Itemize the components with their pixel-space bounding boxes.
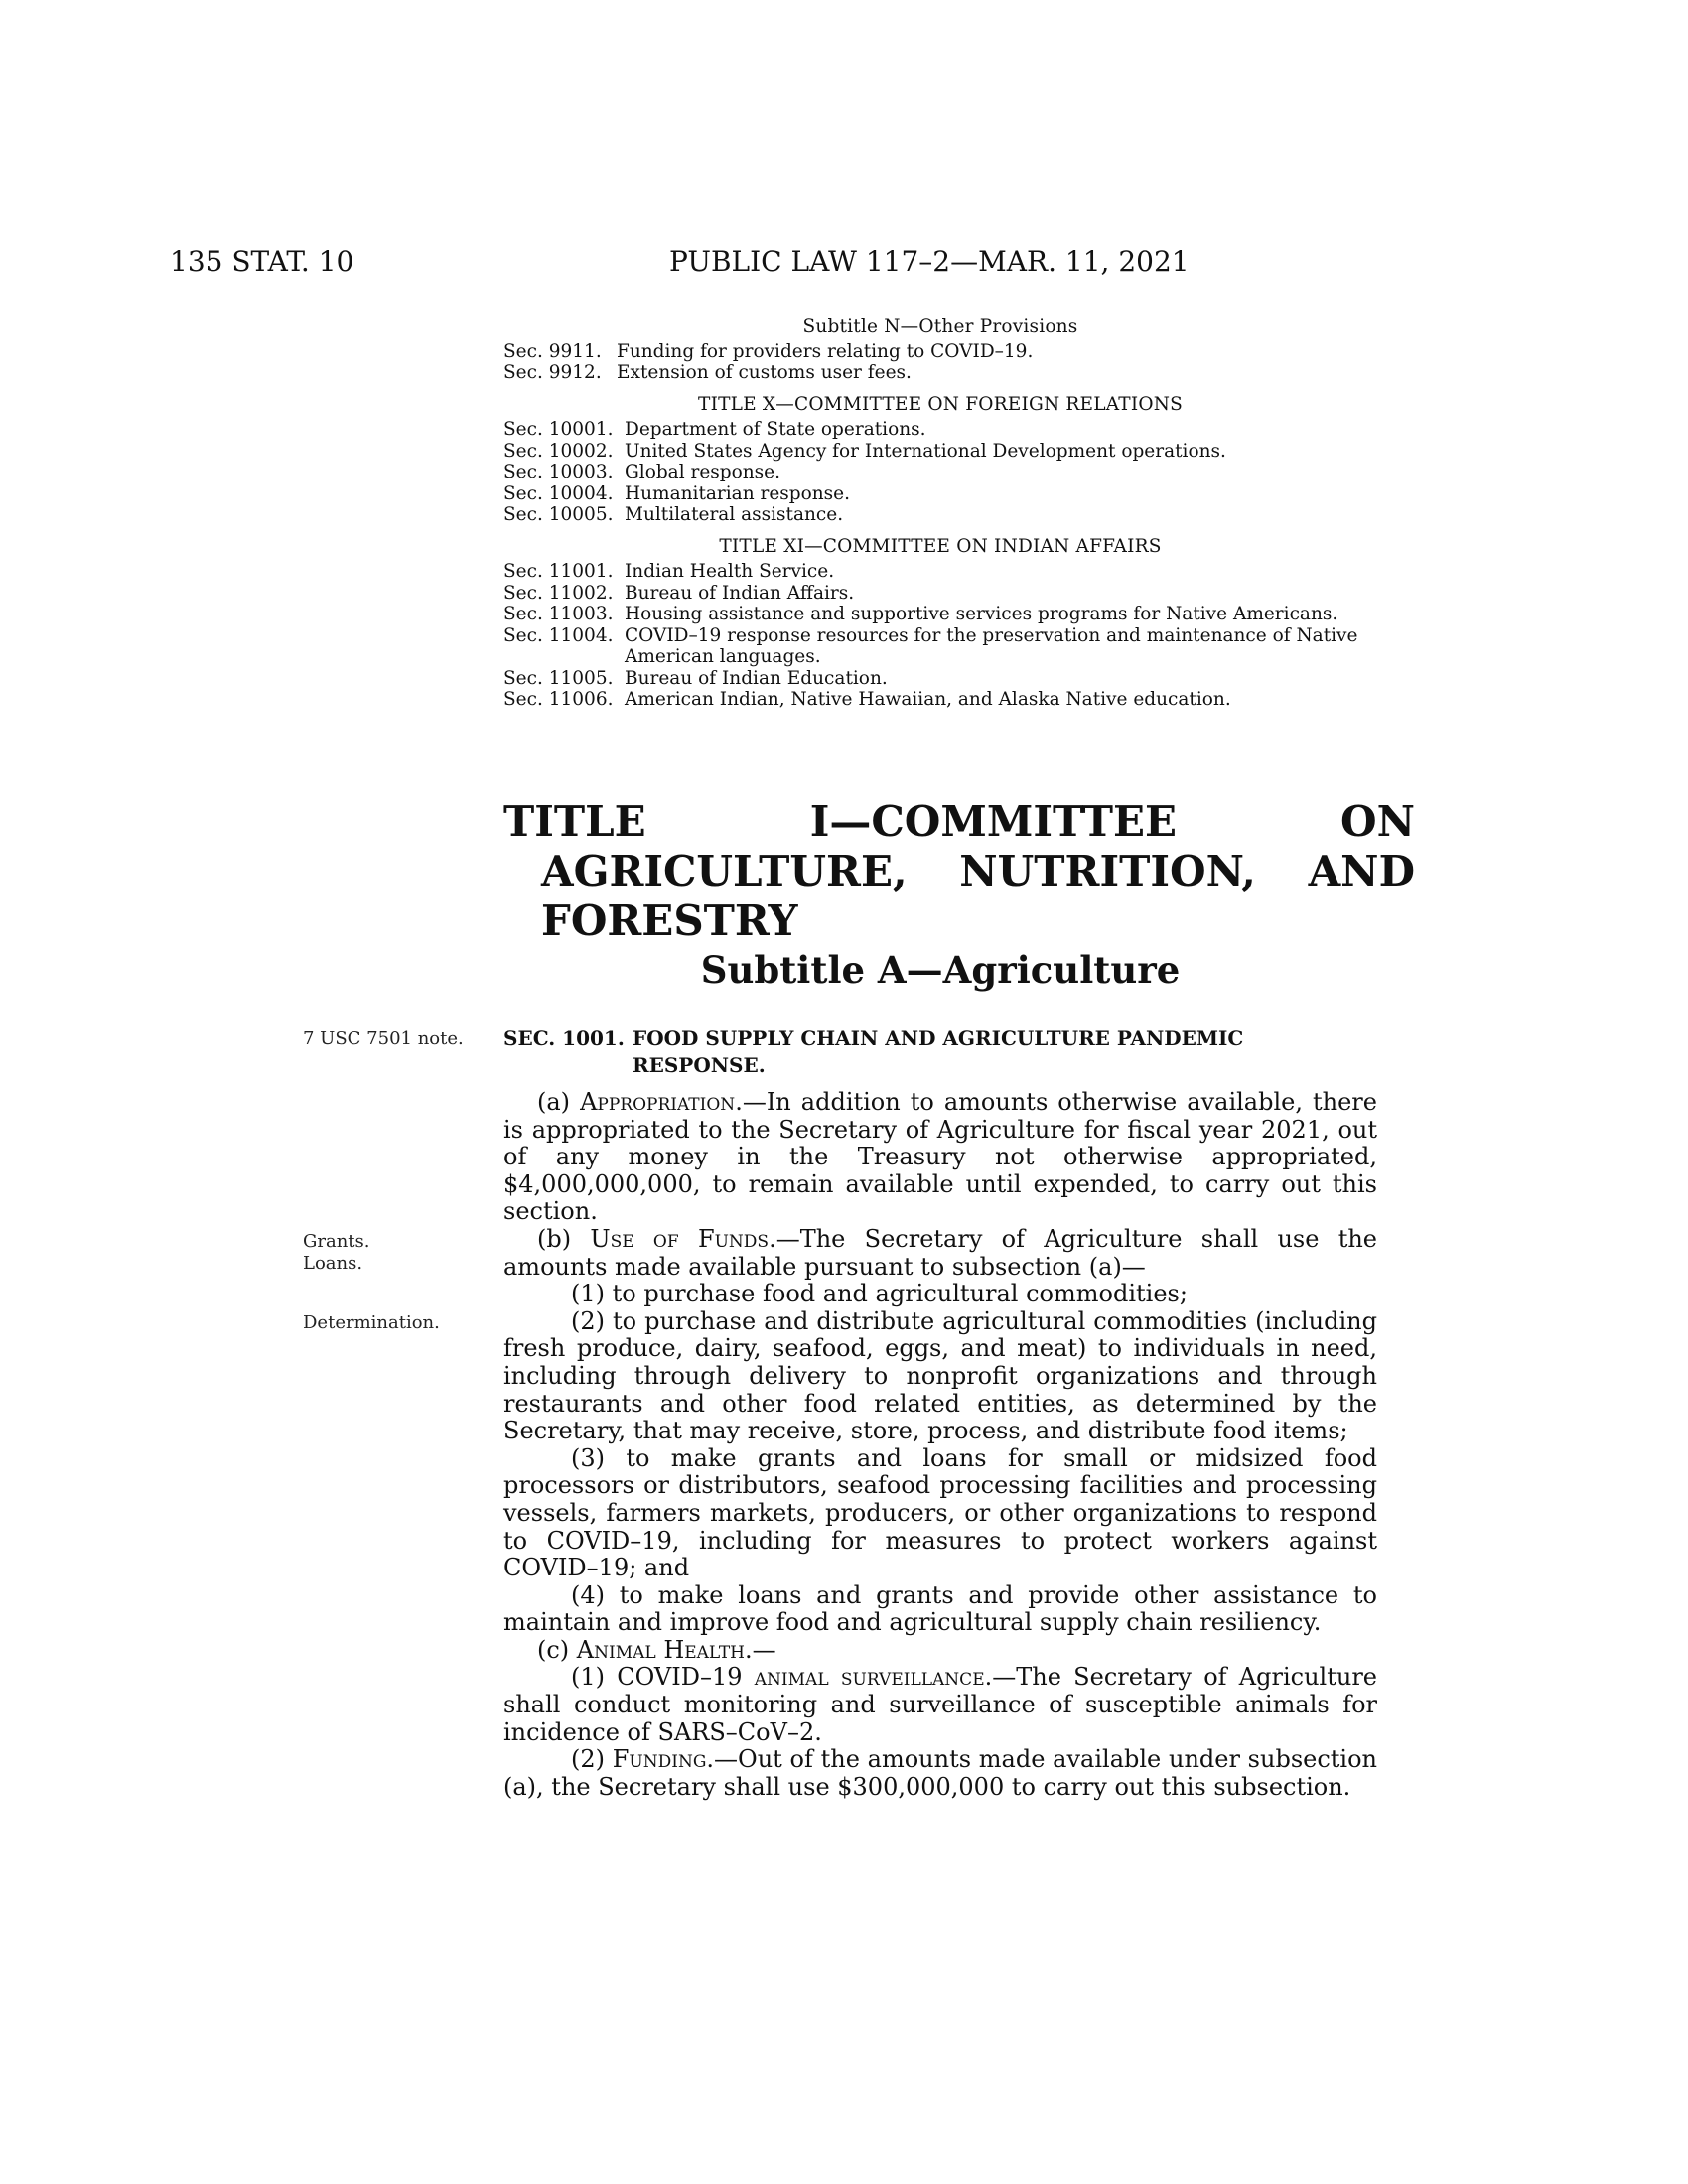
subsection-a-heading: Appropriation bbox=[580, 1088, 736, 1116]
toc-sec: Sec. 11001. bbox=[503, 561, 614, 582]
paragraph-c1-heading: COVID–19 animal surveillance bbox=[617, 1663, 985, 1692]
toc-title: Housing assistance and supportive services programs for Native Americans. bbox=[625, 604, 1338, 624]
section-label: SEC. 1001. bbox=[503, 1026, 625, 1050]
paragraph-c1-lead: (1) bbox=[571, 1663, 618, 1692]
subsection-a-lead: (a) bbox=[537, 1088, 581, 1116]
subsection-c bbox=[503, 1637, 1377, 1665]
paragraph-c2-heading: Funding bbox=[612, 1745, 707, 1774]
law-reference: PUBLIC LAW 117–2—MAR. 11, 2021 bbox=[669, 245, 1190, 278]
subsection-b-lead: (b) bbox=[537, 1224, 591, 1253]
margin-note-usc: 7 USC 7501 note. bbox=[303, 1028, 464, 1049]
toc-sec: Sec. 10002. bbox=[503, 440, 614, 462]
toc-sec: Sec. 10005. bbox=[503, 504, 614, 525]
toc-sec: Sec. 11004. bbox=[503, 624, 614, 646]
toc-item bbox=[503, 419, 1377, 441]
subsection-b-text: .—The Secretary of Agriculture shall use the amounts made available pursuant to subsection (a)— bbox=[503, 1224, 1378, 1281]
toc-sec: Sec. 11002. bbox=[503, 582, 614, 604]
margin-note-loans: Loans. bbox=[303, 1253, 363, 1274]
toc-item bbox=[503, 625, 1377, 668]
toc-title: Global response. bbox=[625, 462, 781, 482]
table-of-contents bbox=[503, 316, 1377, 711]
toc-sec: Sec. 10003. bbox=[503, 462, 614, 482]
toc-title: Indian Health Service. bbox=[625, 561, 835, 582]
toc-item bbox=[503, 604, 1377, 625]
paragraph-b3: (3) to make grants and loans for small or midsized food processors or distributors, seafood processing facilities and processing vessels, farmers markets, producers, or other organizations to respond to COVID–19, including for measures to protect workers against COVID–19; and bbox=[503, 1443, 1377, 1582]
toc-sec: Sec. 9912. bbox=[503, 362, 602, 383]
toc-title: Department of State operations. bbox=[625, 419, 926, 440]
toc-sec: Sec. 11006. bbox=[503, 689, 614, 710]
toc-sec: Sec. 11005. bbox=[503, 667, 614, 689]
toc-heading-title-x: TITLE X—COMMITTEE ON FOREIGN RELATIONS bbox=[698, 393, 1183, 415]
toc-title: Multilateral assistance. bbox=[625, 504, 844, 525]
title-heading: TITLE I—COMMITTEE ON AGRICULTURE, NUTRITION, AND FORESTRY bbox=[503, 797, 1415, 945]
toc-item bbox=[503, 341, 1377, 363]
toc-sec: Sec. 10004. bbox=[503, 482, 614, 504]
paragraph-c2-text: .—Out of the amounts made available under subsection (a), the Secretary shall use $300,000,000 to carry out this subsection. bbox=[503, 1745, 1378, 1801]
toc-title: Extension of customs user fees. bbox=[617, 362, 912, 383]
toc-title: Bureau of Indian Education. bbox=[625, 667, 888, 689]
section-title-line1: FOOD SUPPLY CHAIN AND AGRICULTURE PANDEMIC bbox=[633, 1026, 1244, 1050]
toc-item bbox=[503, 668, 1377, 690]
toc-title: Bureau of Indian Affairs. bbox=[625, 582, 855, 604]
toc-title: United States Agency for International Development operations. bbox=[625, 440, 1226, 462]
subsection-b bbox=[503, 1226, 1377, 1281]
subtitle-heading: Subtitle A—Agriculture bbox=[700, 948, 1181, 992]
toc-heading-title-xi: TITLE XI—COMMITTEE ON INDIAN AFFAIRS bbox=[719, 535, 1162, 557]
toc-item bbox=[503, 441, 1377, 463]
toc-heading-subtitle-n: Subtitle N—Other Provisions bbox=[802, 316, 1078, 337]
toc-sec: Sec. 10001. bbox=[503, 419, 614, 440]
toc-item bbox=[503, 583, 1377, 605]
paragraph-c1 bbox=[503, 1664, 1377, 1746]
stat-reference: 135 STAT. 10 bbox=[170, 245, 354, 278]
paragraph-b2: (2) to purchase and distribute agricultural commodities (including fresh produce, dairy, seafood, eggs, and meat) to individuals in need, including through delivery to nonprofit organizations and through restaurants and other food related entities, as determined by the Secretary, that may receive, store, process, and distribute food items; bbox=[503, 1306, 1377, 1445]
toc-item bbox=[503, 362, 1377, 384]
toc-title: Humanitarian response. bbox=[625, 482, 851, 504]
toc-item bbox=[503, 504, 1377, 526]
toc-title: Funding for providers relating to COVID–19. bbox=[617, 341, 1034, 362]
toc-item bbox=[503, 689, 1377, 711]
subsection-c-lead: (c) bbox=[537, 1635, 577, 1664]
paragraph-c2 bbox=[503, 1746, 1377, 1801]
section-body bbox=[503, 1089, 1377, 1801]
subsection-c-text: .— bbox=[745, 1635, 776, 1664]
paragraph-b1: (1) to purchase food and agricultural commodities; bbox=[571, 1280, 1188, 1308]
paragraph-b4: (4) to make loans and grants and provide other assistance to maintain and improve food and agricultural supply chain resiliency. bbox=[503, 1580, 1377, 1637]
margin-note-grants: Grants. bbox=[303, 1231, 370, 1252]
toc-item bbox=[503, 483, 1377, 505]
section-title-line2: RESPONSE. bbox=[633, 1053, 766, 1077]
subsection-a bbox=[503, 1089, 1377, 1226]
subsection-a-text: .—In addition to amounts otherwise available, there is appropriated to the Secretary of Agriculture for fiscal year 2021, out of any money in the Treasury not otherwise appropriated, $4,000,000,000, to remain available until expended, to carry out this section. bbox=[503, 1088, 1377, 1226]
paragraph-c1-text: .—The Secretary of Agriculture shall conduct monitoring and surveillance of susceptible animals for incidence of SARS–CoV–2. bbox=[503, 1663, 1378, 1746]
subsection-b-heading: Use of Funds bbox=[590, 1224, 770, 1253]
toc-title: American Indian, Native Hawaiian, and Alaska Native education. bbox=[625, 689, 1231, 710]
toc-item bbox=[503, 561, 1377, 583]
paragraph-c2-lead: (2) bbox=[571, 1745, 613, 1774]
toc-title: COVID–19 response resources for the preservation and maintenance of Native American languages. bbox=[625, 624, 1358, 667]
page-header bbox=[0, 245, 1688, 285]
subsection-c-heading: Animal Health bbox=[576, 1635, 746, 1664]
toc-sec: Sec. 11003. bbox=[503, 604, 614, 624]
toc-sec: Sec. 9911. bbox=[503, 341, 602, 362]
margin-note-determination: Determination. bbox=[303, 1312, 440, 1333]
toc-item bbox=[503, 462, 1377, 483]
section-heading bbox=[503, 1025, 1377, 1079]
